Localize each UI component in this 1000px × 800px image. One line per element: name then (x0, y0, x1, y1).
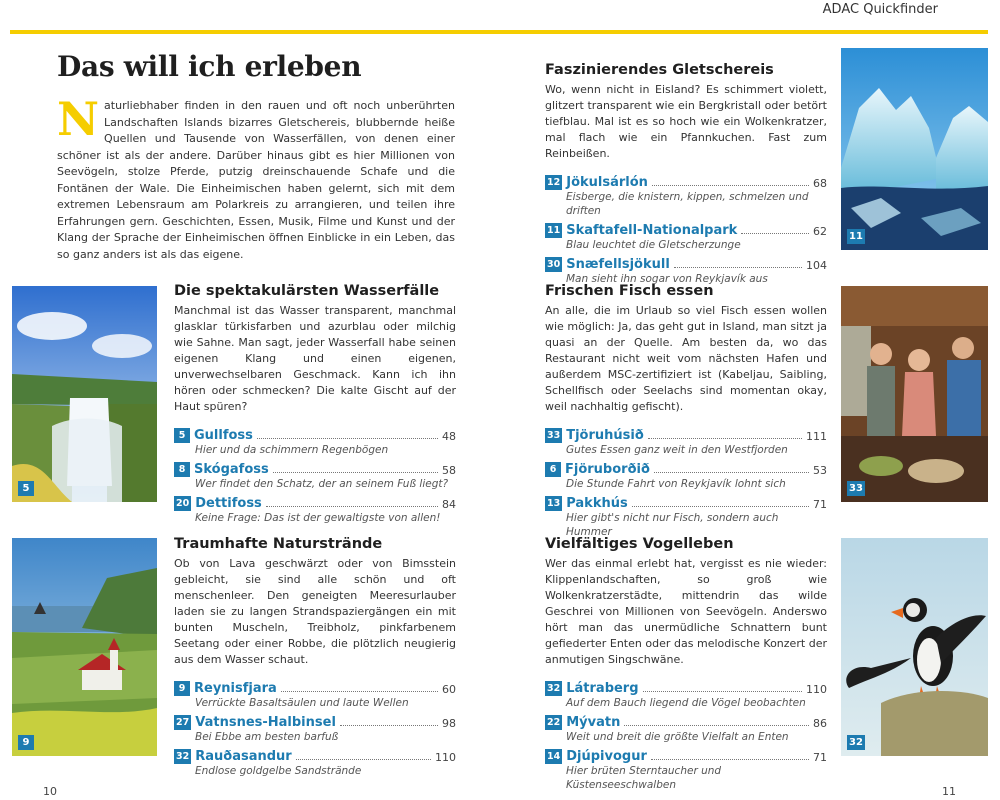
section-title: Traumhafte Naturstrände (174, 536, 383, 552)
page-reference: 111 (806, 430, 827, 443)
list-item[interactable] (545, 220, 827, 252)
list-item[interactable] (174, 678, 456, 710)
entry-subtitle: Man sieht ihn sogar von Reykjavík aus (566, 273, 768, 285)
photo-badge: 11 (849, 231, 863, 242)
page-reference: 71 (813, 498, 827, 511)
list-item[interactable] (174, 425, 456, 457)
drop-cap: N (57, 92, 100, 146)
page-reference: 48 (442, 430, 456, 443)
leader-dots (624, 725, 809, 726)
photo-badge: 33 (849, 483, 863, 494)
section-body: Ob von Lava geschwärzt oder von Bimsstein gebleicht, sie sind alle schön und oft menschenleer. Den geneigten Meeresurlauber laden sie zu langen Strandspaziergängen ein mit bunten Muscheln, Treibholz, pinkfarbenem Seetang oder einer Robbe, die plötzlich neugierig aus dem Wasser schaut. (174, 557, 456, 666)
entry-name[interactable]: Pakkhús (566, 496, 628, 511)
section-title: Die spektakulärsten Wasserfälle (174, 283, 440, 299)
entry-list (174, 678, 456, 778)
number-badge: 5 (174, 428, 190, 443)
leader-dots (266, 506, 438, 507)
section-body: Wo, wenn nicht in Eisland? Es schimmert violett, glitzert transparent wie ein Bergkristall oder betört tiefblau. Mal ist es so hoch wie ein Wolkenkratzer, mal flach wie ein Pfannkuchen. Fast zum Reinbeißen. (545, 83, 827, 160)
number-badge: 12 (547, 177, 561, 188)
leader-dots (652, 185, 809, 186)
number-badge: 20 (176, 498, 190, 509)
puffin-photo (841, 538, 988, 756)
list-item[interactable] (545, 746, 827, 792)
leader-dots (632, 506, 809, 507)
entry-name[interactable]: Rauðasandur (195, 749, 292, 764)
leader-dots (674, 267, 802, 268)
page-reference: 84 (442, 498, 456, 511)
section-fisch (545, 283, 827, 541)
page-number-right: 11 (942, 785, 956, 798)
number-badge: 13 (547, 498, 561, 509)
quickfinder-label: ADAC Quickfinder (822, 2, 938, 17)
list-item[interactable] (545, 493, 827, 539)
photo-badge: 32 (849, 737, 863, 748)
number-badge: 27 (176, 717, 190, 728)
entry-name[interactable]: Mývatn (566, 715, 621, 730)
entry-subtitle: Hier und da schimmern Regenbögen (195, 444, 389, 456)
intro-text (57, 92, 455, 263)
leader-dots (651, 759, 809, 760)
leader-dots (741, 233, 809, 234)
page-reference: 98 (442, 717, 456, 730)
entry-name[interactable]: Jökulsárlón (566, 175, 648, 190)
section-gletschereis (545, 62, 827, 288)
leader-dots (273, 472, 438, 473)
leader-dots (654, 472, 809, 473)
number-badge: 32 (547, 683, 561, 694)
entry-name[interactable]: Dettifoss (195, 496, 262, 511)
entry-name[interactable]: Reynisfjara (194, 681, 277, 696)
list-item[interactable] (545, 254, 827, 286)
number-badge: 22 (547, 717, 561, 728)
leader-dots (643, 691, 802, 692)
entry-name[interactable]: Skógafoss (194, 462, 269, 477)
list-item[interactable] (174, 459, 456, 491)
list-item[interactable] (174, 746, 456, 778)
glacier-ice-photo (841, 48, 988, 250)
entry-list (545, 425, 827, 539)
page-reference: 86 (813, 717, 827, 730)
page-reference: 110 (435, 751, 456, 764)
leader-dots (648, 438, 802, 439)
leader-dots (296, 759, 431, 760)
entry-name[interactable]: Látraberg (566, 681, 639, 696)
entry-subtitle: Hier gibt's nicht nur Fisch, sondern auch Hummer (566, 512, 779, 538)
leader-dots (281, 691, 438, 692)
number-badge: 11 (547, 225, 561, 236)
section-title: Frischen Fisch essen (545, 283, 714, 299)
number-badge: 14 (547, 751, 561, 762)
page-title: Das will ich erleben (57, 50, 362, 83)
waterfall-photo (12, 286, 157, 502)
entry-name[interactable]: Vatnsnes-Halbinsel (195, 715, 336, 730)
beach-church-photo (12, 538, 157, 756)
list-item[interactable] (174, 493, 456, 525)
entry-subtitle: Auf dem Bauch liegend die Vögel beobachten (566, 697, 806, 709)
page-reference: 68 (813, 177, 827, 190)
photo-badge: 5 (18, 481, 34, 496)
section-straende (174, 536, 456, 780)
entry-name[interactable]: Skaftafell-Nationalpark (566, 223, 738, 238)
number-badge: 30 (547, 259, 561, 270)
entry-subtitle: Bei Ebbe am besten barfuß (195, 731, 339, 743)
photo-badge: 9 (18, 735, 34, 750)
entry-subtitle: Wer findet den Schatz, der an seinem Fuß liegt? (195, 478, 449, 490)
entry-name[interactable]: Snæfellsjökull (566, 257, 670, 272)
list-item[interactable] (545, 459, 827, 491)
entry-subtitle: Gutes Essen ganz weit in den Westfjorden (566, 444, 788, 456)
list-item[interactable] (545, 712, 827, 744)
entry-subtitle: Endlose goldgelbe Sandstrände (195, 765, 362, 777)
entry-name[interactable]: Fjöruborðið (565, 462, 650, 477)
section-body: An alle, die im Urlaub so viel Fisch essen wollen wie möglich: Ja, das geht gut in Island, man sitzt ja quasi an der Quelle. Am besten da, wo das Restaurant nicht weit vom nächsten Hafen und außerdem MSC-zertifiziert ist (Kabeljau, Saibling, Schellfisch oder Seelachs sind momentan okay, weil nachhaltig gefischt). (545, 304, 827, 413)
number-badge: 33 (547, 430, 561, 441)
entry-subtitle: Verrückte Basaltsäulen und laute Wellen (195, 697, 409, 709)
page-reference: 104 (806, 259, 827, 272)
entry-name[interactable]: Tjöruhúsið (566, 428, 644, 443)
leader-dots (257, 438, 438, 439)
page-reference: 62 (813, 225, 827, 238)
section-title: Faszinierendes Gletschereis (545, 62, 774, 78)
list-item[interactable] (545, 172, 827, 218)
list-item[interactable] (545, 678, 827, 710)
section-wasserfaelle (174, 283, 456, 527)
restaurant-photo (841, 286, 988, 502)
entry-subtitle: Keine Frage: Das ist der gewaltigste von allen! (195, 512, 441, 524)
number-badge: 8 (174, 462, 190, 477)
section-body: Manchmal ist das Wasser transparent, manchmal glasklar türkisfarben und azurblau oder milchig wie Sahne. Man sagt, jeder Wasserfall habe seinen eigenen Klang und einen eigenen, unverwechselbaren Geschmack. Kann ich ihn hören oder schmecken? Die kalte Gischt auf der Haut spüren? (174, 304, 456, 413)
page-reference: 53 (813, 464, 827, 477)
page-reference: 71 (813, 751, 827, 764)
section-vogelleben (545, 536, 827, 794)
entry-subtitle: Hier brüten Sterntaucher und Küstenseeschwalben (566, 765, 722, 791)
page-reference: 60 (442, 683, 456, 696)
page-number-left: 10 (43, 785, 57, 798)
page-reference: 110 (806, 683, 827, 696)
entry-list (174, 425, 456, 525)
entry-subtitle: Eisberge, die knistern, kippen, schmelzen und driften (566, 191, 809, 217)
header-rule (10, 30, 988, 34)
entry-subtitle: Blau leuchtet die Gletscherzunge (566, 239, 741, 251)
page-reference: 58 (442, 464, 456, 477)
entry-list (545, 172, 827, 286)
number-badge: 32 (176, 751, 190, 762)
entry-subtitle: Die Stunde Fahrt von Reykjavík lohnt sich (566, 478, 786, 490)
section-body: Wer das einmal erlebt hat, vergisst es nie wieder: Klippenlandschaften, so groß wie Wolkenkratzerstädte, mittendrin das wilde Geschrei von Millionen von Seevögeln. Anderswo hört man das unermüdliche Schnattern bunt gefiederter Enten oder das melodische Konzert der anmutigen Singschwäne. (545, 557, 827, 666)
entry-list (545, 678, 827, 792)
list-item[interactable] (174, 712, 456, 744)
entry-subtitle: Weit und breit die größte Vielfalt an Enten (566, 731, 789, 743)
number-badge: 9 (174, 681, 190, 696)
entry-name[interactable]: Djúpivogur (566, 749, 647, 764)
leader-dots (340, 725, 438, 726)
list-item[interactable] (545, 425, 827, 457)
section-title: Vielfältiges Vogelleben (545, 536, 734, 552)
entry-name[interactable]: Gullfoss (194, 428, 253, 443)
intro-paragraph: aturliebhaber finden in den rauen und oft noch unberührten Landschaften Islands bizarres Gletschereis, blubbernde heiße Quellen und Tausende von Wasserfällen, von denen einer schöner ist als der andere. Darüber hinaus gibt es hier Millionen von Seevögeln, stolze Pferde, putzig dreinschauende Schafe und die Fontänen der Wale. Die Einheimischen haben gelernt, sich mit dem extremen Lebensraum am Polarkreis zu arrangieren, und teilen ihre Erfahrungen gern. Geschichten, Essen, Musik, Filme und Kunst und der Klang der Sprache der Einheimischen öffnen Einblicke in ein Leben, das so ganz anders ist als das eigene. (57, 99, 455, 261)
number-badge: 6 (545, 462, 561, 477)
